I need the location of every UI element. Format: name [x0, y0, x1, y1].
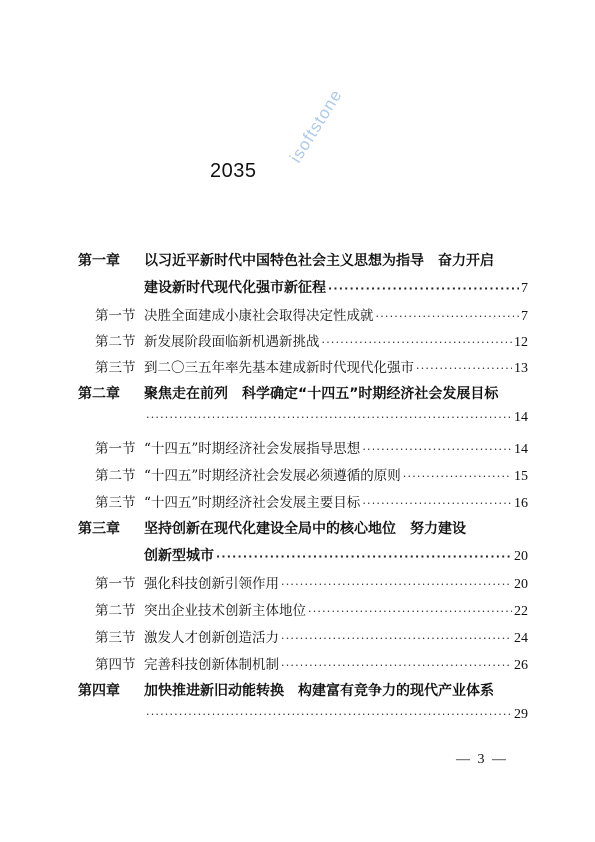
section-title: 突出企业技术创新主体地位 — [144, 603, 306, 619]
section-number: 第二节 — [95, 603, 136, 619]
page-number: 16 — [514, 496, 528, 511]
page-number: 13 — [514, 361, 528, 376]
leader-dots — [281, 659, 512, 672]
toc-chapter-2[interactable] — [78, 383, 528, 403]
page-number: 15 — [514, 469, 528, 484]
chapter-title: 坚持创新在现代化建设全局中的核心地位 努力建设 — [144, 521, 466, 537]
section-number: 第一节 — [95, 576, 136, 592]
toc-section[interactable] — [95, 626, 528, 647]
leader-dots — [322, 336, 513, 349]
leader-dots — [403, 470, 512, 483]
page-number: 12 — [514, 335, 528, 350]
section-number: 第二节 — [95, 468, 136, 484]
toc-section[interactable] — [95, 304, 528, 325]
section-title: 激发人才创新创造活力 — [144, 630, 279, 646]
toc-chapter-4[interactable] — [78, 680, 528, 700]
toc-section[interactable] — [95, 464, 528, 485]
page-footer: — 3 — — [456, 752, 508, 767]
section-title: “十四五”时期经济社会发展主要目标 — [144, 495, 361, 511]
toc-section[interactable] — [95, 330, 528, 351]
chapter-number: 第四章 — [78, 683, 120, 699]
page-number: 14 — [514, 442, 528, 457]
section-title: 到二〇三五年率先基本建成新时代现代化强市 — [144, 360, 414, 376]
section-title: “十四五”时期经济社会发展必须遵循的原则 — [144, 468, 401, 484]
toc-chapter-2-continuation[interactable] — [144, 410, 528, 426]
section-number: 第三节 — [95, 495, 136, 511]
page-title: 2035 — [210, 160, 257, 182]
section-title: “十四五”时期经济社会发展指导思想 — [144, 441, 361, 457]
chapter-number: 第二章 — [78, 386, 120, 402]
leader-dots — [146, 411, 512, 424]
leader-dots — [376, 310, 520, 323]
section-number: 第四节 — [95, 657, 136, 673]
leader-dots — [281, 632, 512, 645]
chapter-title-continuation: 建设新时代现代化强市新征程 — [144, 280, 326, 296]
section-number: 第一节 — [95, 441, 136, 457]
toc-section[interactable] — [95, 653, 528, 674]
chapter-title: 聚焦走在前列 科学确定“十四五”时期经济社会发展目标 — [144, 386, 499, 402]
leader-dots — [281, 578, 512, 591]
toc-chapter-1-continuation[interactable] — [144, 277, 528, 297]
chapter-number: 第一章 — [78, 253, 120, 269]
toc-section[interactable] — [95, 572, 528, 593]
page-number: 14 — [514, 410, 528, 425]
section-title: 决胜全面建成小康社会取得决定性成就 — [144, 308, 374, 324]
page-number: 26 — [514, 658, 528, 673]
section-title: 完善科技创新体制机制 — [144, 657, 279, 673]
section-number: 第二节 — [95, 334, 136, 350]
page-number: 7 — [521, 309, 528, 324]
toc-chapter-1[interactable] — [78, 250, 528, 270]
toc-section[interactable] — [95, 491, 528, 512]
page-number: 29 — [514, 707, 528, 722]
leader-dots — [146, 708, 512, 721]
toc-section[interactable] — [95, 356, 528, 377]
toc-section[interactable] — [95, 599, 528, 620]
section-title: 新发展阶段面临新机遇新挑战 — [144, 334, 320, 350]
leader-dots — [216, 550, 512, 563]
leader-dots — [362, 497, 512, 510]
page-number: 20 — [514, 549, 528, 564]
watermark: isoftstone — [286, 85, 346, 167]
leader-dots — [362, 443, 512, 456]
leader-dots — [308, 605, 512, 618]
chapter-number: 第三章 — [78, 521, 120, 537]
page-number: 20 — [514, 577, 528, 592]
page-number: 24 — [514, 631, 528, 646]
section-number: 第三节 — [95, 360, 136, 376]
page-number: 7 — [521, 281, 528, 296]
section-number: 第三节 — [95, 630, 136, 646]
toc-chapter-3-continuation[interactable] — [144, 545, 528, 565]
toc-section[interactable] — [95, 437, 528, 458]
section-number: 第一节 — [95, 308, 136, 324]
chapter-title-continuation: 创新型城市 — [144, 548, 214, 564]
chapter-title: 以习近平新时代中国特色社会主义思想为指导 奋力开启 — [144, 253, 494, 269]
leader-dots — [416, 362, 512, 375]
toc-chapter-4-continuation[interactable] — [144, 707, 528, 723]
section-title: 强化科技创新引领作用 — [144, 576, 279, 592]
page-number: 22 — [514, 604, 528, 619]
toc-chapter-3[interactable] — [78, 518, 528, 538]
leader-dots — [328, 282, 519, 295]
chapter-title: 加快推进新旧动能转换 构建富有竞争力的现代产业体系 — [144, 683, 494, 699]
